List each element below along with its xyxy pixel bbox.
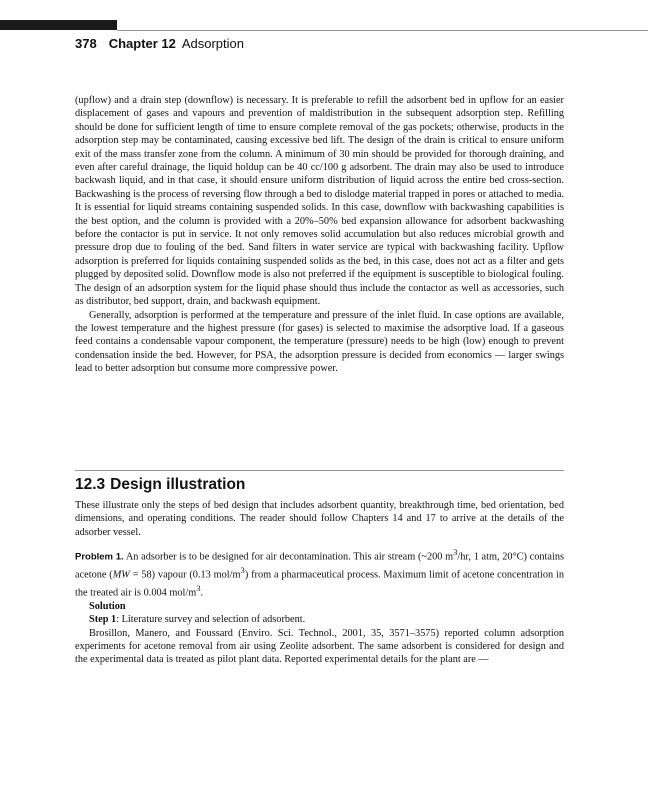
paragraph-2: Generally, adsorption is performed at the temperature and pressure of the inlet fluid. In case options are available, the lowest temperature and the highest pressure (for gases) is selected to maximise the adsorptive load. If a gaseous feed contains a condensable vapour component, the temperature (pressure) needs to be high (low) enough to prevent condensation inside the bed. However, for PSA, the adsorption pressure is decided from economics — larger swings lead to better adsorption but consume more compressive power. bbox=[75, 309, 564, 375]
step-1-text: : Literature survey and selection of adsorbent. bbox=[116, 614, 306, 626]
header-rule bbox=[117, 30, 648, 31]
paragraph-1: (upflow) and a drain step (downflow) is necessary. It is preferable to refill the adsorbent bed in upflow for an easier displacement of gases and vapours and prevention of maldistribution in the subsequent adsorption step. Refilling should be done for sufficient length of time to ensure complete removal of the gas pockets; otherwise, products in the adsorption step may be contaminated, causing excessive bed lift. The design of the drain is critical to ensure uniform exit of the mass transfer zone from the column. A minimum of 30 min should be provided for thorough draining, and even after careful drainage, the liquid holdup can be 40 cc/100 g adsorbent. The drain may also be used to introduce backwash liquid, and in that case, it should ensure uniform distribution of liquid across the entire bed cross-section. Backwashing is the process of reversing flow through a bed to dislodge material trapped in pores or attached to media. It is essential for liquid streams containing suspended solids. In this case, downflow with backwashing capabilities is the best option, and the column is provided with a 20%–50% bed expansion allowance for adsorbent backwashing before the contactor is put in service. It not only removes solid accumulation but also reduces microbial growth and pressure drop due to fouling of the bed. Sand filters in water service are typical with backwashing facility. Upflow adsorption is preferred for liquids containing suspended solids as the bed, in this case, does not act as a filter and gets plugged by deposited solid. Downflow mode is also not preferred if the equipment is susceptible to biological fouling. The design of an adsorption system for the liquid phase should thus include the contactor as well as accessories, such as distributor, bed support, drain, and backwash equipment. bbox=[75, 95, 564, 308]
running-header bbox=[75, 36, 244, 51]
section-title: Design illustration bbox=[110, 476, 246, 493]
section-intro: These illustrate only the steps of bed design that includes adsorbent quantity, breakthrough time, bed orientation, bed dimensions, and operating conditions. The reader should follow Chapters 14 and 17 to arrive at the details of the adsorber vessel. bbox=[75, 500, 564, 538]
chapter-label: Chapter 12 bbox=[108, 36, 176, 51]
paragraph-3: Brosillon, Manero, and Foussard (Enviro. Sci. Technol., 2001, 35, 3571–3575) reported column adsorption experiments for acetone removal from air using Zeolite adsorbent. The same adsorbent is considered for design and the experimental data is treated as pilot plant data. Reported experimental details for the plant are — bbox=[75, 627, 564, 666]
body-text bbox=[75, 94, 564, 376]
section-rule bbox=[75, 470, 564, 471]
problem-label: Problem 1. bbox=[75, 551, 124, 563]
section-number: 12.3 bbox=[75, 476, 106, 493]
step-1 bbox=[75, 613, 564, 626]
page-number: 378 bbox=[75, 36, 97, 51]
chapter-title: Adsorption bbox=[181, 36, 244, 51]
header-bar bbox=[0, 20, 117, 30]
section-body bbox=[75, 499, 564, 667]
step-1-label: Step 1 bbox=[89, 614, 117, 626]
section-heading bbox=[75, 476, 245, 494]
problem-statement: Problem 1. An adsorber is to be designed for air decontamination. This air stream (~200 $m^3/hr$, 1 atm, 20°C) contains acetone (MW = 58) vapour (0.13 mol/$m^3$) from a pharmaceutical process. Maximum limit of acetone concentration in the treated air is 0.004 mol/$m^3$. bbox=[75, 547, 565, 599]
solution-label: Solution bbox=[89, 600, 126, 612]
